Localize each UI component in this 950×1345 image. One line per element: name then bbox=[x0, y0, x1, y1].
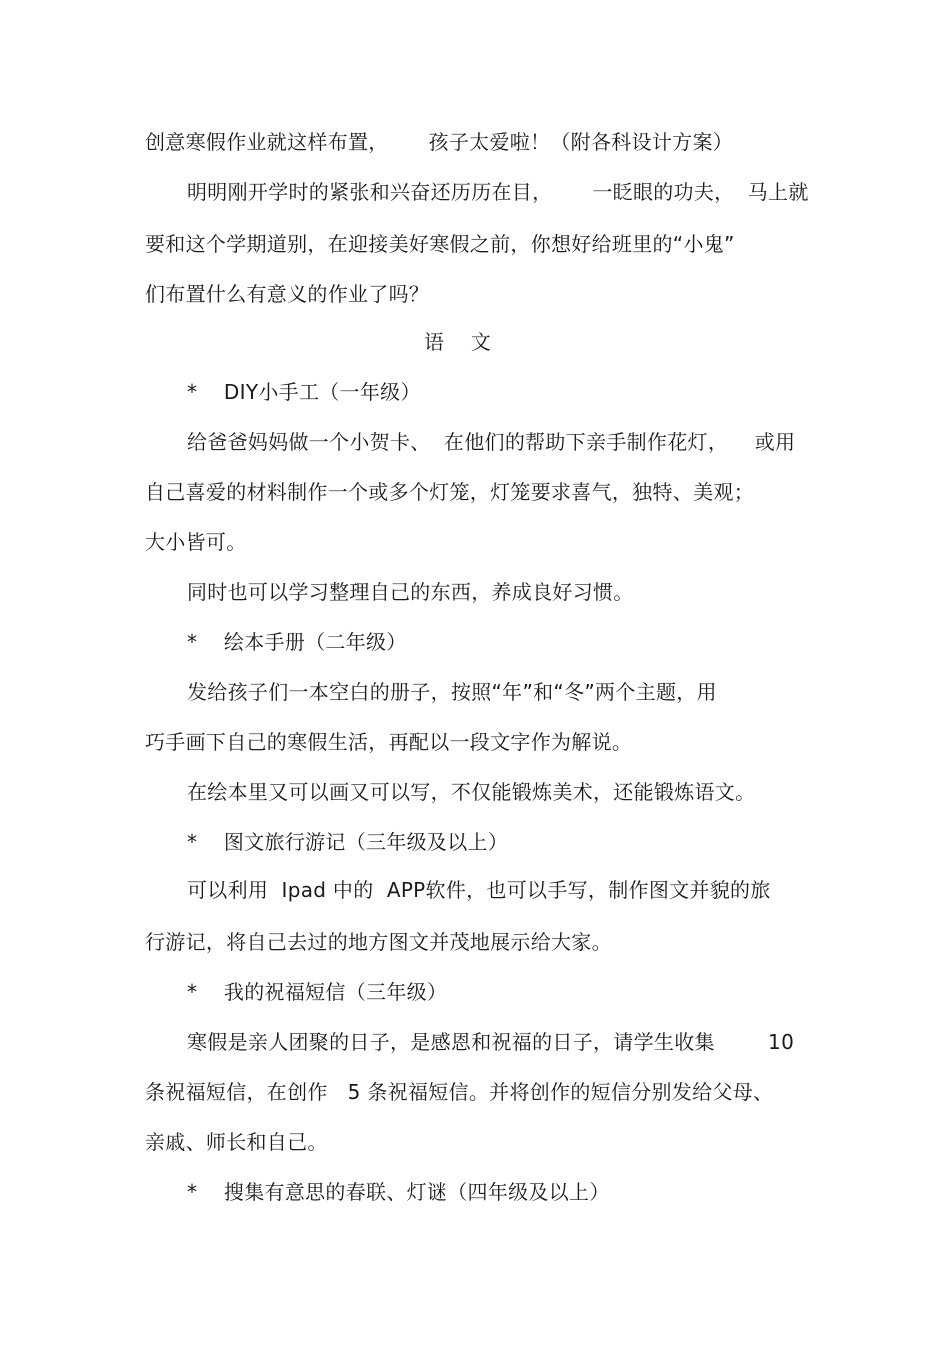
intro-line: 明明刚开学时的紧张和兴奋还历历在目， 一眨眼的功夫， 马上就 bbox=[187, 180, 809, 204]
intro-line: 要和这个学期道别，在迎接美好寒假之前，你想好给班里的“小鬼” bbox=[145, 232, 735, 256]
document-title: 创意寒假作业就这样布置， 孩子太爱啦！（附各科设计方案） bbox=[145, 130, 734, 154]
body-line: 在绘本里又可以画又可以写，不仅能锻炼美术，还能锻炼语文。 bbox=[187, 780, 756, 804]
item-heading: * 搜集有意思的春联、灯谜（四年级及以上） bbox=[187, 1180, 610, 1204]
item-heading: * 我的祝福短信（三年级） bbox=[187, 980, 448, 1004]
body-line: 行游记，将自己去过的地方图文并茂地展示给大家。 bbox=[145, 930, 612, 954]
body-line: 寒假是亲人团聚的日子，是感恩和祝福的日子，请学生收集 10 bbox=[187, 1030, 795, 1054]
body-line: 亲戚、师长和自己。 bbox=[145, 1130, 328, 1154]
body-line: 同时也可以学习整理自己的东西，养成良好习惯。 bbox=[187, 580, 634, 604]
body-line: 自己喜爱的材料制作一个或多个灯笼，灯笼要求喜气，独特、美观； bbox=[145, 480, 754, 504]
item-heading: * 绘本手册（二年级） bbox=[187, 630, 407, 654]
body-line: 可以利用 Ipad 中的 APP软件，也可以手写，制作图文并貌的旅 bbox=[187, 878, 771, 902]
body-line: 巧手画下自己的寒假生活，再配以一段文字作为解说。 bbox=[145, 730, 633, 754]
body-line: 大小皆可。 bbox=[145, 530, 247, 554]
body-line: 发给孩子们一本空白的册子，按照“年”和“冬”两个主题，用 bbox=[187, 680, 717, 704]
intro-line: 们布置什么有意义的作业了吗？ bbox=[145, 282, 430, 306]
item-heading: * 图文旅行游记（三年级及以上） bbox=[187, 830, 509, 854]
body-line: 条祝福短信，在创作 5 条祝福短信。并将创作的短信分别发给父母、 bbox=[145, 1080, 774, 1104]
body-line: 给爸爸妈妈做一个小贺卡、 在他们的帮助下亲手制作花灯， 或用 bbox=[187, 430, 796, 454]
section-heading: 语 文 bbox=[424, 330, 492, 354]
item-heading: * DIY小手工（一年级） bbox=[187, 380, 421, 404]
